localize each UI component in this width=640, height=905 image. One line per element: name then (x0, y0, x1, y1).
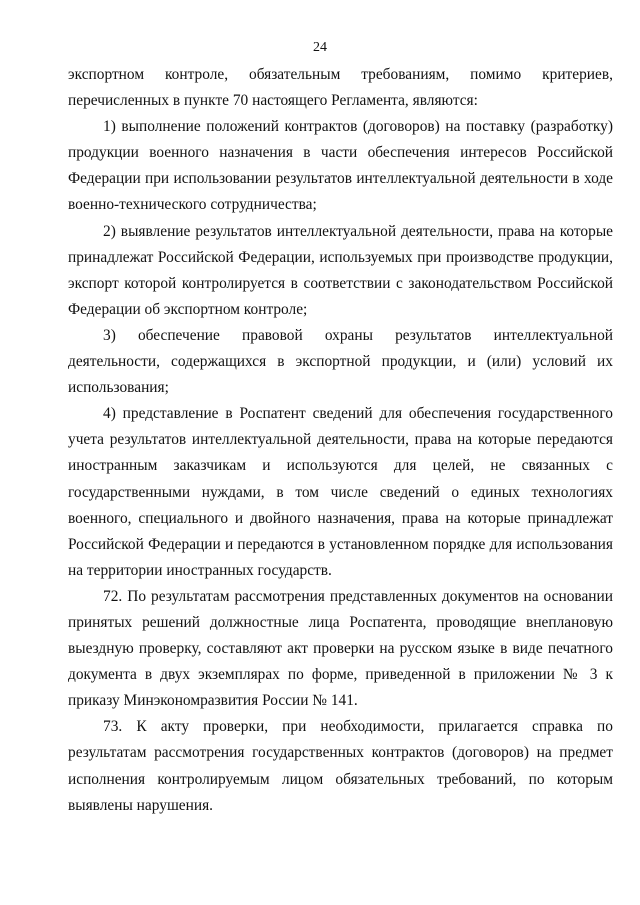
page-number: 24 (313, 40, 327, 55)
paragraph-item-3: 3) обеспечение правовой охраны результатов интеллектуальной деятельности, содержащихся в экспортной продукции, и (или) условий их использования; (68, 326, 613, 397)
paragraph-clause-72: 72. По результатам рассмотрения представленных документов на основании принятых решений должностные лица Роспатента, проводящие внеплановую выездную проверку, составляют акт проверки на русском языке в виде печатного документа в двух экземплярах по форме, приведенной в приложении № 3 к приказу Минэкономразвития России № 141. (68, 587, 613, 710)
paragraph-item-1: 1) выполнение положений контрактов (договоров) на поставку (разработку) продукции военного назначения в части обеспечения интересов Российской Федерации при использовании результатов интеллектуальной деятельности в ходе военно-технического сотрудничества; (68, 118, 613, 214)
document-body (68, 62, 613, 819)
paragraph-clause-73: 73. К акту проверки, при необходимости, прилагается справка по результатам рассмотрения государственных контрактов (договоров) на предмет исполнения контролируемым лицом обязательных требований, по которым выявлены нарушения. (68, 718, 613, 814)
paragraph-intro: экспортном контроле, обязательным требованиям, помимо критериев, перечисленных в пункте 70 настоящего Регламента, являются: (68, 66, 613, 110)
paragraph-item-2: 2) выявление результатов интеллектуальной деятельности, права на которые принадлежат Российской Федерации, используемых при производстве продукции, экспорт которой контролируется в соответствии с законодательством Российской Федерации об экспортном контроле; (68, 222, 613, 318)
paragraph-item-4: 4) представление в Роспатент сведений для обеспечения государственного учета результатов интеллектуальной деятельности, права на которые передаются иностранным заказчикам и используются для целей, не связанных с государственными нуждами, в том числе сведений о единых технологиях военного, специального и двойного назначения, права на которые принадлежат Российской Федерации и передаются в установленном порядке для использования на территории иностранных государств. (68, 405, 613, 579)
